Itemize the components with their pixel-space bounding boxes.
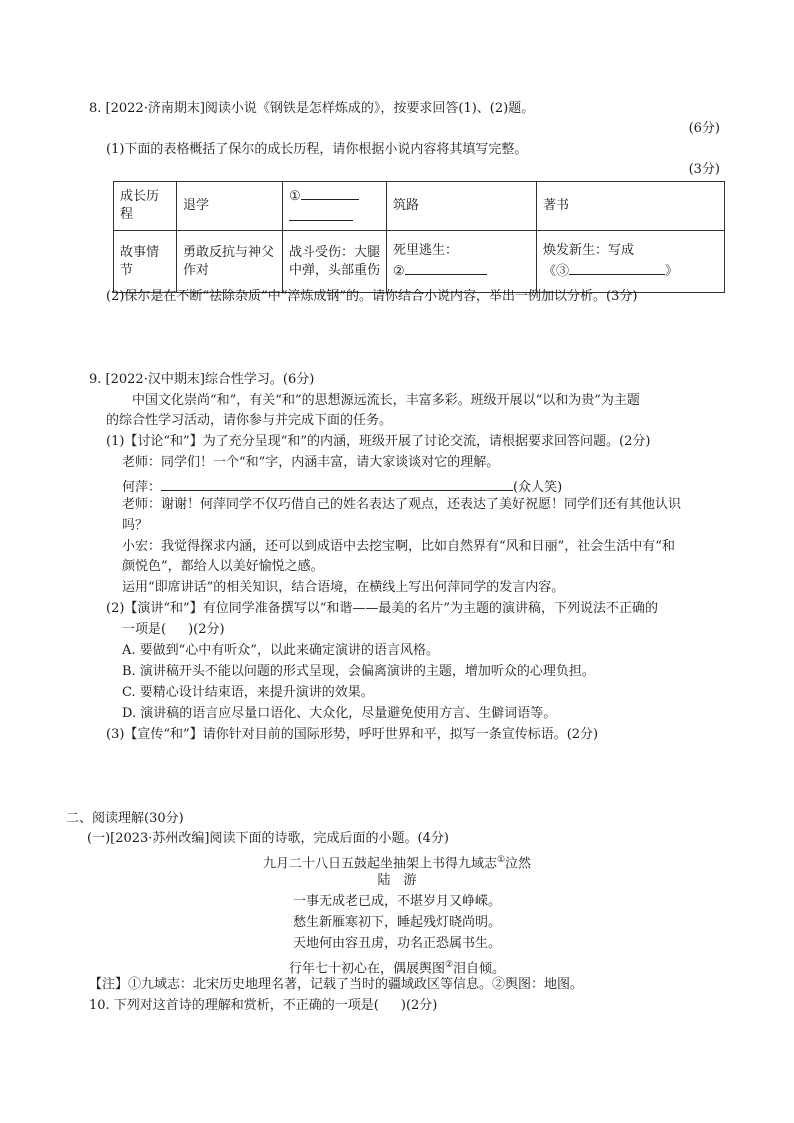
table-row [114, 231, 725, 293]
q9-sub2a: (2)【演讲“和”】有位同学准备撰写以“和谐——最美的名片”为主题的演讲稿，下列说法不正确的 [106, 601, 658, 616]
option-c: C. 要精心设计结束语，来提升演讲的效果。 [122, 685, 374, 700]
answer-blank[interactable] [405, 260, 487, 275]
q9-intro-line1: 中国文化崇尚“和”，有关“和”的思想源远流长，丰富多彩。班级开展以“以和为贵”为主题 [132, 393, 640, 408]
q8-part1: (1)下面的表格概括了保尔的成长历程，请你根据小说内容将其填写完整。 [106, 142, 528, 157]
table-cell: 成长历程 [114, 182, 177, 231]
answer-blank[interactable] [569, 260, 665, 275]
teacher-line-1: 老师：同学们！一个“和”字，内涵丰富，请大家谈谈对它的理解。 [122, 455, 500, 470]
section-sub1: (一)[2023·苏州改编]阅读下面的诗歌，完成后面的小题。(4分) [87, 831, 449, 846]
poem-title: 九月二十八日五鼓起坐抽架上书得九域志①泣然 [262, 855, 532, 872]
q8-heading: 8. [2022·济南期末]阅读小说《钢铁是怎样炼成的》，按要求回答(1)、(2)题。 [89, 101, 535, 116]
poem-line: 一事无成老已成，不堪岁月又峥嵘。 [292, 894, 501, 909]
q8-score: (6分) [688, 121, 720, 136]
table-cell: 故事情节 [114, 231, 177, 293]
poem-line: 愁生新雁寒初下，睡起残灯晓尚明。 [292, 915, 501, 930]
table-cell-blank-2: 死里逃生： ② [387, 231, 537, 293]
growth-table [113, 181, 725, 293]
section-title: 二、阅读理解(30分) [66, 811, 184, 826]
q8-part1-score: (3分) [688, 162, 720, 177]
table-cell: 筑路 [387, 182, 537, 231]
q9-sub2b: 一项是( )(2分) [122, 622, 225, 637]
answer-blank[interactable] [301, 185, 359, 200]
option-a: A. 要做到“心中有听众”，以此来确定演讲的语言风格。 [122, 643, 439, 658]
xiaohong-line-a: 小宏：我觉得探求内涵，还可以到成语中去挖宝啊，比如自然界有“风和日丽”，社会生活中有“和 [122, 539, 675, 554]
q9-sub3: (3)【宣传“和”】请你针对目前的国际形势，呼吁世界和平，拟写一条宣传标语。(2分) [106, 727, 599, 742]
table-cell-blank-1: ① [283, 182, 387, 231]
poem-author: 陆 游 [377, 873, 417, 888]
table-cell: 战斗受伤：大腿中弹，头部重伤 [283, 231, 387, 293]
poem-line: 天地何由容丑虏，功名正恐属书生。 [292, 936, 501, 951]
table-cell-blank-3: 焕发新生：写成 《③ 》 [537, 231, 725, 293]
answer-blank[interactable] [289, 206, 353, 221]
q9-sub1: (1)【讨论“和”】为了充分呈现“和”的内涵，班级开展了讨论交流，请根据要求回答问题。(2分) [106, 434, 651, 449]
q8-part2: (2)保尔是在不断“祛除杂质”中“淬炼成钢”的。请你结合小说内容，举出一例加以分析。(3分) [106, 289, 638, 304]
q9-heading: 9. [2022·汉中期末]综合性学习。(6分) [89, 372, 315, 387]
poem-note: 【注】①九域志：北宋历史地理名著，记载了当时的疆域政区等信息。②舆图：地图。 [89, 977, 584, 992]
teacher-line-2a: 老师：谢谢！何萍同学不仅巧借自己的姓名表达了观点，还表达了美好祝愿！同学们还有其他认识 [122, 497, 682, 512]
table-cell: 著书 [537, 182, 725, 231]
table-cell: 退学 [177, 182, 283, 231]
heping-line: 何萍： (众人笑) [122, 476, 562, 496]
option-b: B. 演讲稿开头不能以问题的形式呈现，会偏离演讲的主题，增加听众的心理负担。 [122, 664, 595, 679]
q9-intro-line2: 的综合性学习活动，请你参与并完成下面的任务。 [106, 413, 393, 428]
table-cell: 勇敢反抗与神父作对 [177, 231, 283, 293]
teacher-line-2b: 吗？ [122, 518, 149, 533]
option-d: D. 演讲稿的语言应尽量口语化、大众化，尽量避免使用方言、生僻词语等。 [122, 706, 557, 721]
answer-blank[interactable] [161, 476, 513, 491]
poem-line: 行年七十初心在，偶展舆图②泪自倾。 [288, 960, 506, 977]
xiaohong-line-b: 颜悦色”，都给人以美好愉悦之感。 [122, 559, 324, 574]
table-row [114, 182, 725, 231]
task-instruction: 运用“即席讲话”的相关知识，结合语境，在横线上写出何萍同学的发言内容。 [122, 580, 565, 595]
q10-heading: 10. 下列对这首诗的理解和赏析，不正确的一项是( )(2分) [89, 998, 438, 1013]
